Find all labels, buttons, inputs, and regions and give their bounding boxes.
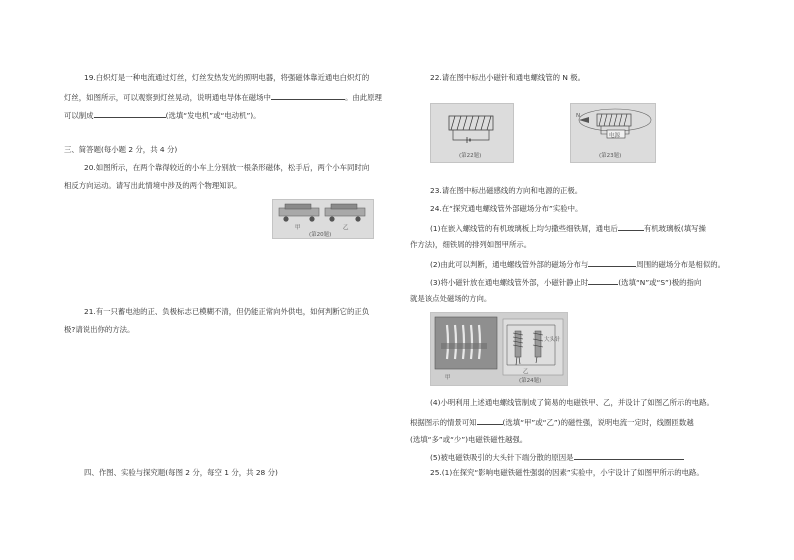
q24-intro: 24.在“探究通电螺线管外部磁场分布”实验中。: [430, 204, 583, 213]
q24-blank5[interactable]: [574, 451, 684, 460]
q24-blank3[interactable]: [588, 276, 618, 285]
q24-blank2[interactable]: [588, 258, 636, 267]
q22-text: 22.请在图中标出小磁针和通电螺线管的 N 极。: [430, 73, 586, 82]
q24-p5: (5)被电磁铁吸引的大头针下端分散的原因是: [430, 451, 684, 463]
q24-blank4[interactable]: [477, 416, 503, 425]
q20-line2: 相反方向运动。请写出此情境中涉及的两个物理知识。: [64, 181, 242, 190]
q24-p3: (3)将小磁针放在通电螺线管外部，小磁针静止时 (选填“N”或“S”)极的指向: [430, 278, 702, 287]
fig23-caption: (第23题): [599, 153, 622, 159]
q24-p3c: 就是该点处磁场的方向。: [410, 294, 492, 303]
fig24-label-jia: 甲: [445, 375, 451, 381]
q24-p4d: (选填“多”或“少”)电磁铁磁性越强。: [410, 435, 528, 444]
q19-blank2[interactable]: [94, 109, 166, 118]
q25-text: 25.(1)在探究“影响电磁铁磁性强弱的因素”实验中，小宇设计了如图甲所示的电路。: [430, 468, 704, 477]
fig24-label-pin: 大头针: [544, 337, 561, 343]
fig20-label-yi: 乙: [343, 225, 349, 231]
q21-line1: 21.有一只蓄电池的正、负极标志已模糊不清，但仍能正常向外供电，如何判断它的正负: [84, 307, 370, 316]
fig22-caption: (第22题): [459, 153, 482, 159]
fig23-n-label: N: [576, 113, 581, 119]
q24-p1c: 作方法)，细铁屑的排列如图甲所示。: [410, 240, 532, 249]
fig24-caption: (第24题): [519, 378, 542, 384]
q21-line2: 极?请说出你的方法。: [64, 325, 135, 334]
fig20-label-jia: 甲: [295, 225, 301, 231]
q24-p1: (1)在嵌入螺线管的有机玻璃板上均匀撒些细铁屑，通电后 有机玻璃板(填写操: [430, 224, 706, 233]
q24-p4a: (4)小明利用上述通电螺线管制成了简易的电磁铁甲、乙，并设计了如图乙所示的电路。: [430, 398, 714, 407]
q24-blank1[interactable]: [618, 222, 644, 231]
q19-line2: 灯丝，如图所示，可以观察到灯丝晃动，说明通电导体在磁场中 。由此原理: [64, 93, 382, 102]
fig23-power-label: 电源: [609, 133, 621, 139]
q24-p2: (2)由此可以判断，通电螺线管外部的磁场分布与 周围的磁场分布是相似的。: [430, 260, 725, 269]
fig24-drawing: [431, 313, 567, 385]
q24-p4b: 根据图示的情景可知 (选填“甲”或“乙”)的磁性强，说明电流一定时，线圈匝数越: [410, 418, 694, 427]
fig20-carts: [272, 199, 374, 239]
fig24-experiment: [430, 312, 568, 386]
q23-text: 23.请在图中标出磁感线的方向和电源的正极。: [430, 186, 583, 195]
section3-heading: 三、简答题(每小题 2 分，共 4 分): [64, 145, 178, 154]
q20-line1: 20.如图所示，在两个靠得较近的小车上分别放一根条形磁体，松手后，两个小车同时向: [84, 163, 370, 172]
fig24-label-yi: 乙: [523, 369, 529, 375]
fig23-solenoid: [570, 103, 656, 163]
fig20-caption: (第20题): [309, 232, 332, 238]
q19-line3: 可以制成 (选填“发电机”或“电动机”)。: [64, 111, 261, 120]
section4-heading: 四、作图、实验与探究题(每图 2 分，每空 1 分，共 28 分): [84, 468, 278, 477]
q19-line1: 19.白炽灯是一种电流通过灯丝，灯丝发热发光的照明电器，将强磁体靠近通电白炽灯的: [84, 73, 370, 82]
fig22-solenoid: [430, 103, 514, 163]
q19-blank1[interactable]: [271, 91, 345, 100]
